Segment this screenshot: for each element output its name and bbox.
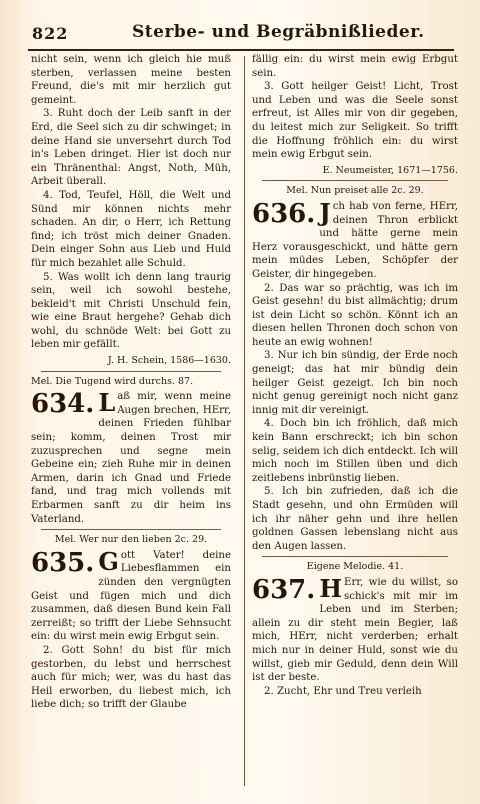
hymn-separator bbox=[41, 529, 221, 530]
melody-note-636: Mel. Nun preiset alle 2c. 29. bbox=[286, 185, 424, 197]
hymn-636-verse-3: 3. Nur ich bin sündig, der Erde noch geneigt; das hat mir bündig dein heilger Geist gezeigt. Ich bin noch nicht genug gereinigt noch nicht ganz innig mit dir vereinigt. bbox=[252, 350, 458, 416]
hymn-author: E. Neumeister, 1671—1756. bbox=[322, 164, 458, 176]
hymn-separator bbox=[41, 371, 221, 372]
drop-cap-635: G bbox=[98, 546, 119, 576]
hymn-636 bbox=[252, 197, 458, 282]
continued-verse: fällig ein: du wirst mein ewig Erbgut sein. bbox=[252, 54, 458, 79]
melody-note-634: Mel. Die Tugend wird durchs. 87. bbox=[31, 375, 194, 387]
hymn-634 bbox=[31, 390, 231, 526]
column-divider bbox=[244, 56, 245, 786]
drop-cap-634: L bbox=[98, 388, 116, 418]
hymn-number-637: 637. bbox=[252, 574, 316, 605]
page-header bbox=[22, 22, 462, 46]
hymn-separator bbox=[262, 556, 448, 557]
hymn-author: J. H. Schein, 1586—1630. bbox=[107, 355, 231, 367]
hymn-637-verse-2: 2. Zucht, Ehr und Treu verleih bbox=[264, 685, 422, 697]
header-rule bbox=[28, 49, 454, 51]
hymn-636-verse-2: 2. Das war so prächtig, was ich im Geist gesehn! du bist allmächtig; drum ist dein Licht so schön. Könnt ich an diesen hellen Thronen doch schon von heute an ewig wohnen! bbox=[252, 282, 458, 348]
hymn-636-verse-5: 5. Ich bin zufrieden, daß ich die Stadt gesehn, und ohn Ermüden will ich ihr näher gehn und ihre hellen goldnen Gassen lebenslang nicht aus den Augen lassen. bbox=[252, 486, 458, 552]
verse-5: 5. Was wollt ich denn lang traurig sein, weil ich sowohl bestehe, bekleid't mit Christi Unschuld fein, wie eine Braut hergehe? Gehab dich wohl, du schnöde Welt: bei Gott zu leben mir gefällt. bbox=[31, 271, 231, 351]
left-column bbox=[31, 53, 231, 712]
hymn-635 bbox=[31, 546, 231, 644]
drop-cap-637: H bbox=[319, 573, 343, 603]
hymn-636-text: ch hab von ferne, HErr, deinen Thron erblickt und hätte gerne mein Herz vorausgeschickt, und hätte gern mein müdes Leben, Schöpfer der Geister, dir hingegeben. bbox=[252, 200, 458, 280]
running-title: Sterbe- und Begräbnißlieder. bbox=[132, 22, 425, 42]
verse-3: 3. Gott heilger Geist! Licht, Trost und Leben und was die Seele sonst erfreut, ist Alles mir von dir gegeben, du leitest mich zur Seligkeit. So trifft die Hoffnung fröhlich ein: du wirst mein ewig Erbgut sein. bbox=[252, 81, 458, 161]
continued-verse: nicht sein, wenn ich gleich hie muß sterben, verlassen meine besten Freund, die's mit mir herzlich gut gemeint. bbox=[31, 54, 231, 106]
hymn-number-634: 634. bbox=[31, 389, 95, 420]
hymn-separator bbox=[262, 180, 448, 181]
melody-note-635: Mel. Wer nur den lieben 2c. 29. bbox=[54, 534, 208, 546]
hymn-number-635: 635. bbox=[31, 547, 95, 578]
hymn-636-verse-4: 4. Doch bin ich fröhlich, daß mich kein Bann erschreckt; ich bin schon selig, seidem ich dich entdeckt. Ich will mich noch im Stillen üben und dich zeitlebens inbrünstig lieben. bbox=[252, 418, 458, 484]
verse-3: 3. Ruht doch der Leib sanft in der Erd, die Seel sich zu dir schwinget; in deine Hand sie unversehrt durch Tod in's Leben dringet. Hier ist doch nur ein Thränenthal: Angst, Noth, Müh, Arbeit überall. bbox=[31, 108, 231, 188]
hymn-637 bbox=[252, 573, 458, 685]
hymn-634-text: aß mir, wenn meine Augen brechen, HErr, deinen Frieden fühlbar sein; komm, deinen Trost mir zuzusprechen und segne mein Gebeine ein; zieh Ruhe mir in deinen Armen, darin ich Gnad und Friede fand, und trag mich vollends mit Erbarmen sanft zu dir heim ins Vaterland. bbox=[31, 391, 231, 525]
page-number: 822 bbox=[32, 24, 69, 43]
hymn-637-text: Err, wie du willst, so schick's mit mir im Leben und im Sterben; allein zu dir steht mein Begier, laß mich, HErr, nicht verderben; erhalt mich nur in deiner Huld, sonst wie du willst, gieb mir Geduld, denn dein Will ist der beste. bbox=[252, 576, 458, 684]
right-column bbox=[252, 53, 458, 698]
hymn-number-636: 636. bbox=[252, 198, 316, 229]
verse-4: 4. Tod, Teufel, Höll, die Welt und Sünd mir können nichts mehr schaden. An dir, o Herr, ich Rettung find; ich tröst mich deiner Gnaden. Dein einger Sohn aus Lieb und Huld für mich bezahlet alle Schuld. bbox=[31, 189, 231, 269]
melody-note-637: Eigene Melodie. 41. bbox=[306, 561, 404, 573]
drop-cap-636: J bbox=[319, 197, 331, 227]
hymn-635-text: ott Vater! deine Liebesflammen ein zünden den vergnügten Geist und fügen mich und dich zusammen, daß diesen Bund kein Fall zerreißt; so trifft der Liebe Sehnsucht ein: du wirst mein ewig Erbgut sein. bbox=[31, 549, 231, 643]
hymn-635-verse-2: 2. Gott Sohn! du bist für mich gestorben, du lebst und herrschest auch für mich; wer, was du hast das Heil erworben, du liebest mich, ich liebe dich; so trifft der Glaube bbox=[31, 644, 231, 711]
